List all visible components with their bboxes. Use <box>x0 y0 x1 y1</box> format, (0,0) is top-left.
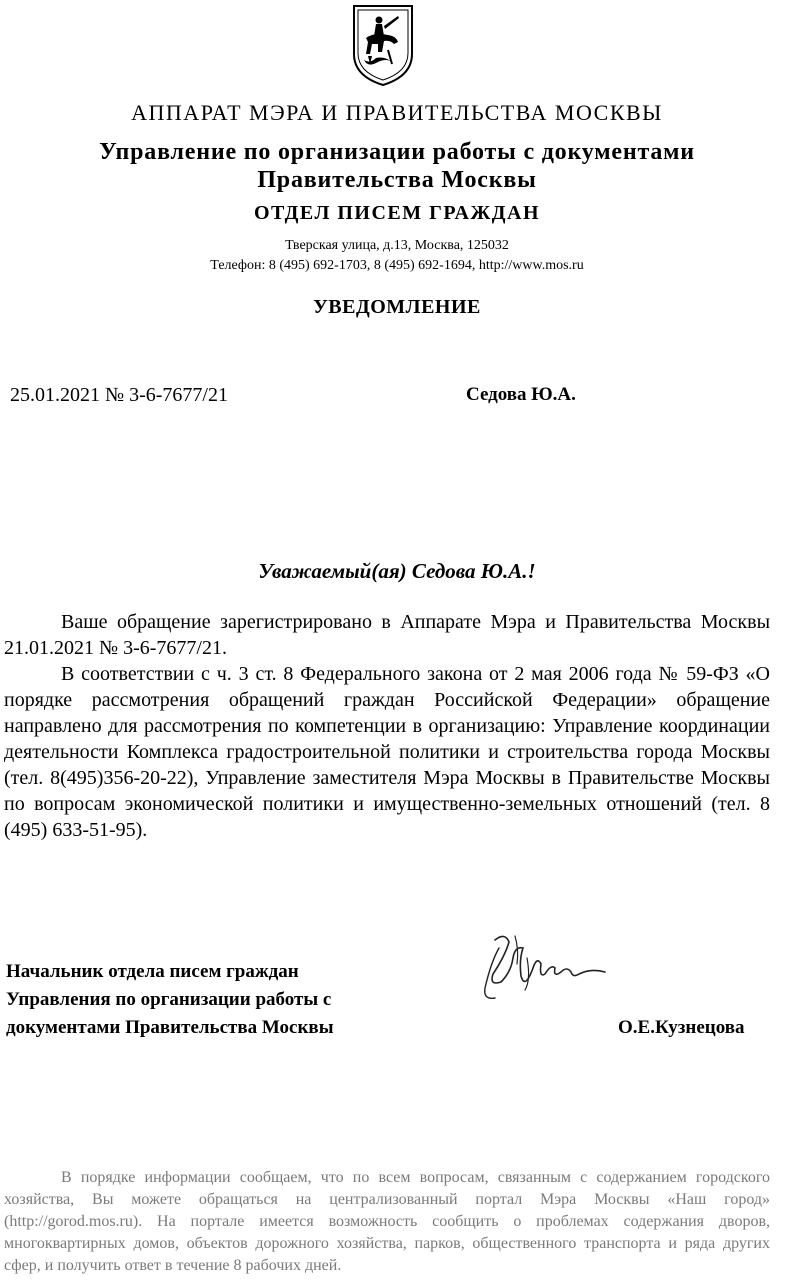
address-line: Тверская улица, д.13, Москва, 125032 <box>285 238 509 253</box>
signer-position-line1: Начальник отдела писем граждан <box>6 961 299 982</box>
addressee: Седова Ю.А. <box>466 384 576 405</box>
signer-position-line3: документами Правительства Москвы <box>6 1017 334 1038</box>
org-title: АППАРАТ МЭРА И ПРАВИТЕЛЬСТВА МОСКВЫ <box>131 100 663 125</box>
salutation: Уважаемый(ая) Седова Ю.А.! <box>258 559 536 583</box>
org-division-line1: Управление по организации работы с документами <box>99 139 695 165</box>
signatory-name: О.Е.Кузнецова <box>618 1017 745 1038</box>
department-title: ОТДЕЛ ПИСЕМ ГРАЖДАН <box>253 202 540 224</box>
body-paragraph-1: Ваше обращение зарегистрировано в Аппарате Мэра и Правительства Москвы 21.01.2021 № 3-6-7677/21. <box>4 611 770 659</box>
contacts-line: Телефон: 8 (495) 692-1703, 8 (495) 692-1694, http://www.mos.ru <box>210 258 584 273</box>
moscow-coat-of-arms-icon <box>348 2 418 88</box>
signer-position-line2: Управления по организации работы с <box>6 989 332 1010</box>
handwritten-signature <box>475 928 610 1010</box>
org-division <box>0 138 794 194</box>
org-division-line2: Правительства Москвы <box>257 167 537 193</box>
document-title: УВЕДОМЛЕНИЕ <box>313 296 481 318</box>
registration-number: 25.01.2021 № 3-6-7677/21 <box>10 384 228 406</box>
footer-note: В порядке информации сообщаем, что по всем вопросам, связанным с содержанием городского хозяйства, Вы можете обращаться на централизованный портал Мэра Москвы «Наш город» (http://gorod.mos.ru). На портале имеется возможность сообщить о проблемах содержания дворов, многоквартирных домов, объектов дорожного хозяйства, парков, общественного транспорта и ряда других сфер, и получить ответ в течение 8 рабочих дней. <box>4 1169 770 1274</box>
body-paragraph-2: В соответствии с ч. 3 ст. 8 Федерального закона от 2 мая 2006 года № 59-ФЗ «О порядке рассмотрения обращений граждан Российской Федерации» обращение направлено для рассмотрения по компетенции в организацию: Управление координации деятельности Комплекса градостроительной политики и строительства города Москвы (тел. 8(495)356-20-22), Управление заместителя Мэра Москвы в Правительстве Москвы по вопросам экономической политики и имущественно-земельных отношений (тел. 8 (495) 633-51-95). <box>4 663 770 841</box>
